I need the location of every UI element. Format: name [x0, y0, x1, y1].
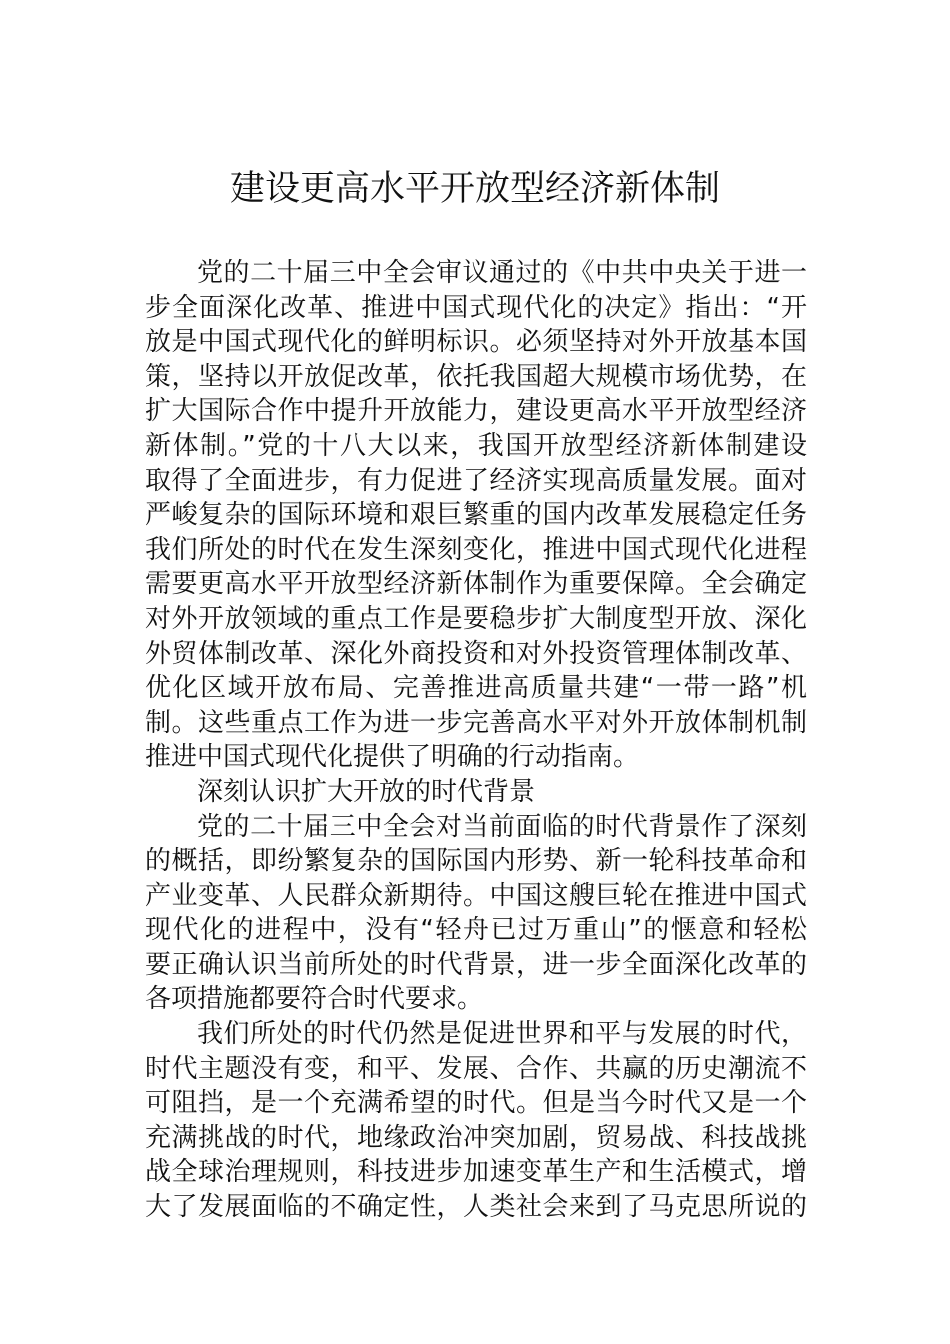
document-title: 建设更高水平开放型经济新体制 — [229, 169, 720, 209]
text-line: 大了发展面临的不确定性，人类社会来到了马克思所说的 — [145, 1192, 807, 1223]
text-line: 取得了全面进步，有力促进了经济实现高质量发展。面对 — [145, 465, 807, 496]
text-line: 战全球治理规则，科技进步加速变革生产和生活模式，增 — [145, 1157, 807, 1188]
text-line: 可阻挡，是一个充满希望的时代。但是当今时代又是一个 — [145, 1088, 807, 1119]
text-line: 的概括，即纷繁复杂的国际国内形势、新一轮科技革命和 — [145, 846, 807, 877]
text-line: 严峻复杂的国际环境和艰巨繁重的国内改革发展稳定任务 — [145, 500, 807, 531]
text-line: 我们所处的时代仍然是促进世界和平与发展的时代， — [197, 1019, 807, 1050]
text-line: 需要更高水平开放型经济新体制作为重要保障。全会确定 — [145, 569, 807, 600]
text-line: 优化区域开放布局、完善推进高质量共建“一带一路”机 — [145, 673, 807, 704]
text-line: 深刻认识扩大开放的时代背景 — [197, 776, 536, 807]
text-line: 扩大国际合作中提升开放能力，建设更高水平开放型经济 — [145, 396, 807, 427]
text-line: 时代主题没有变，和平、发展、合作、共赢的历史潮流不 — [145, 1053, 807, 1084]
text-line: 策，坚持以开放促改革，依托我国超大规模市场优势，在 — [145, 361, 807, 392]
text-line: 推进中国式现代化提供了明确的行动指南。 — [145, 742, 640, 773]
text-line: 新体制。”党的十八大以来，我国开放型经济新体制建设 — [145, 430, 807, 461]
text-line: 要正确认识当前所处的时代背景，进一步全面深化改革的 — [145, 949, 807, 980]
paragraph — [145, 810, 807, 1018]
text-line: 党的二十届三中全会审议通过的《中共中央关于进一 — [197, 258, 807, 288]
text-line: 产业变革、人民群众新期待。中国这艘巨轮在推进中国式 — [145, 880, 807, 911]
document-body — [145, 256, 807, 1225]
paragraph — [145, 1017, 807, 1225]
text-line: 各项措施都要符合时代要求。 — [145, 984, 484, 1015]
paragraph — [145, 256, 807, 775]
text-line: 党的二十届三中全会对当前面临的时代背景作了深刻 — [197, 811, 807, 842]
text-line: 外贸体制改革、深化外商投资和对外投资管理体制改革、 — [145, 638, 807, 669]
text-line: 对外开放领域的重点工作是要稳步扩大制度型开放、深化 — [145, 603, 807, 634]
text-line: 制。这些重点工作为进一步完善高水平对外开放体制机制 — [145, 707, 807, 738]
paragraph — [145, 775, 807, 810]
text-line: 步全面深化改革、推进中国式现代化的决定》指出：“开 — [145, 292, 807, 323]
text-line: 现代化的进程中，没有“轻舟已过万重山”的惬意和轻松 — [145, 915, 807, 946]
text-line: 充满挑战的时代，地缘政治冲突加剧，贸易战、科技战挑 — [145, 1122, 807, 1153]
text-line: 放是中国式现代化的鲜明标识。必须坚持对外开放基本国 — [145, 327, 807, 358]
text-line: 我们所处的时代在发生深刻变化，推进中国式现代化进程 — [145, 534, 807, 565]
